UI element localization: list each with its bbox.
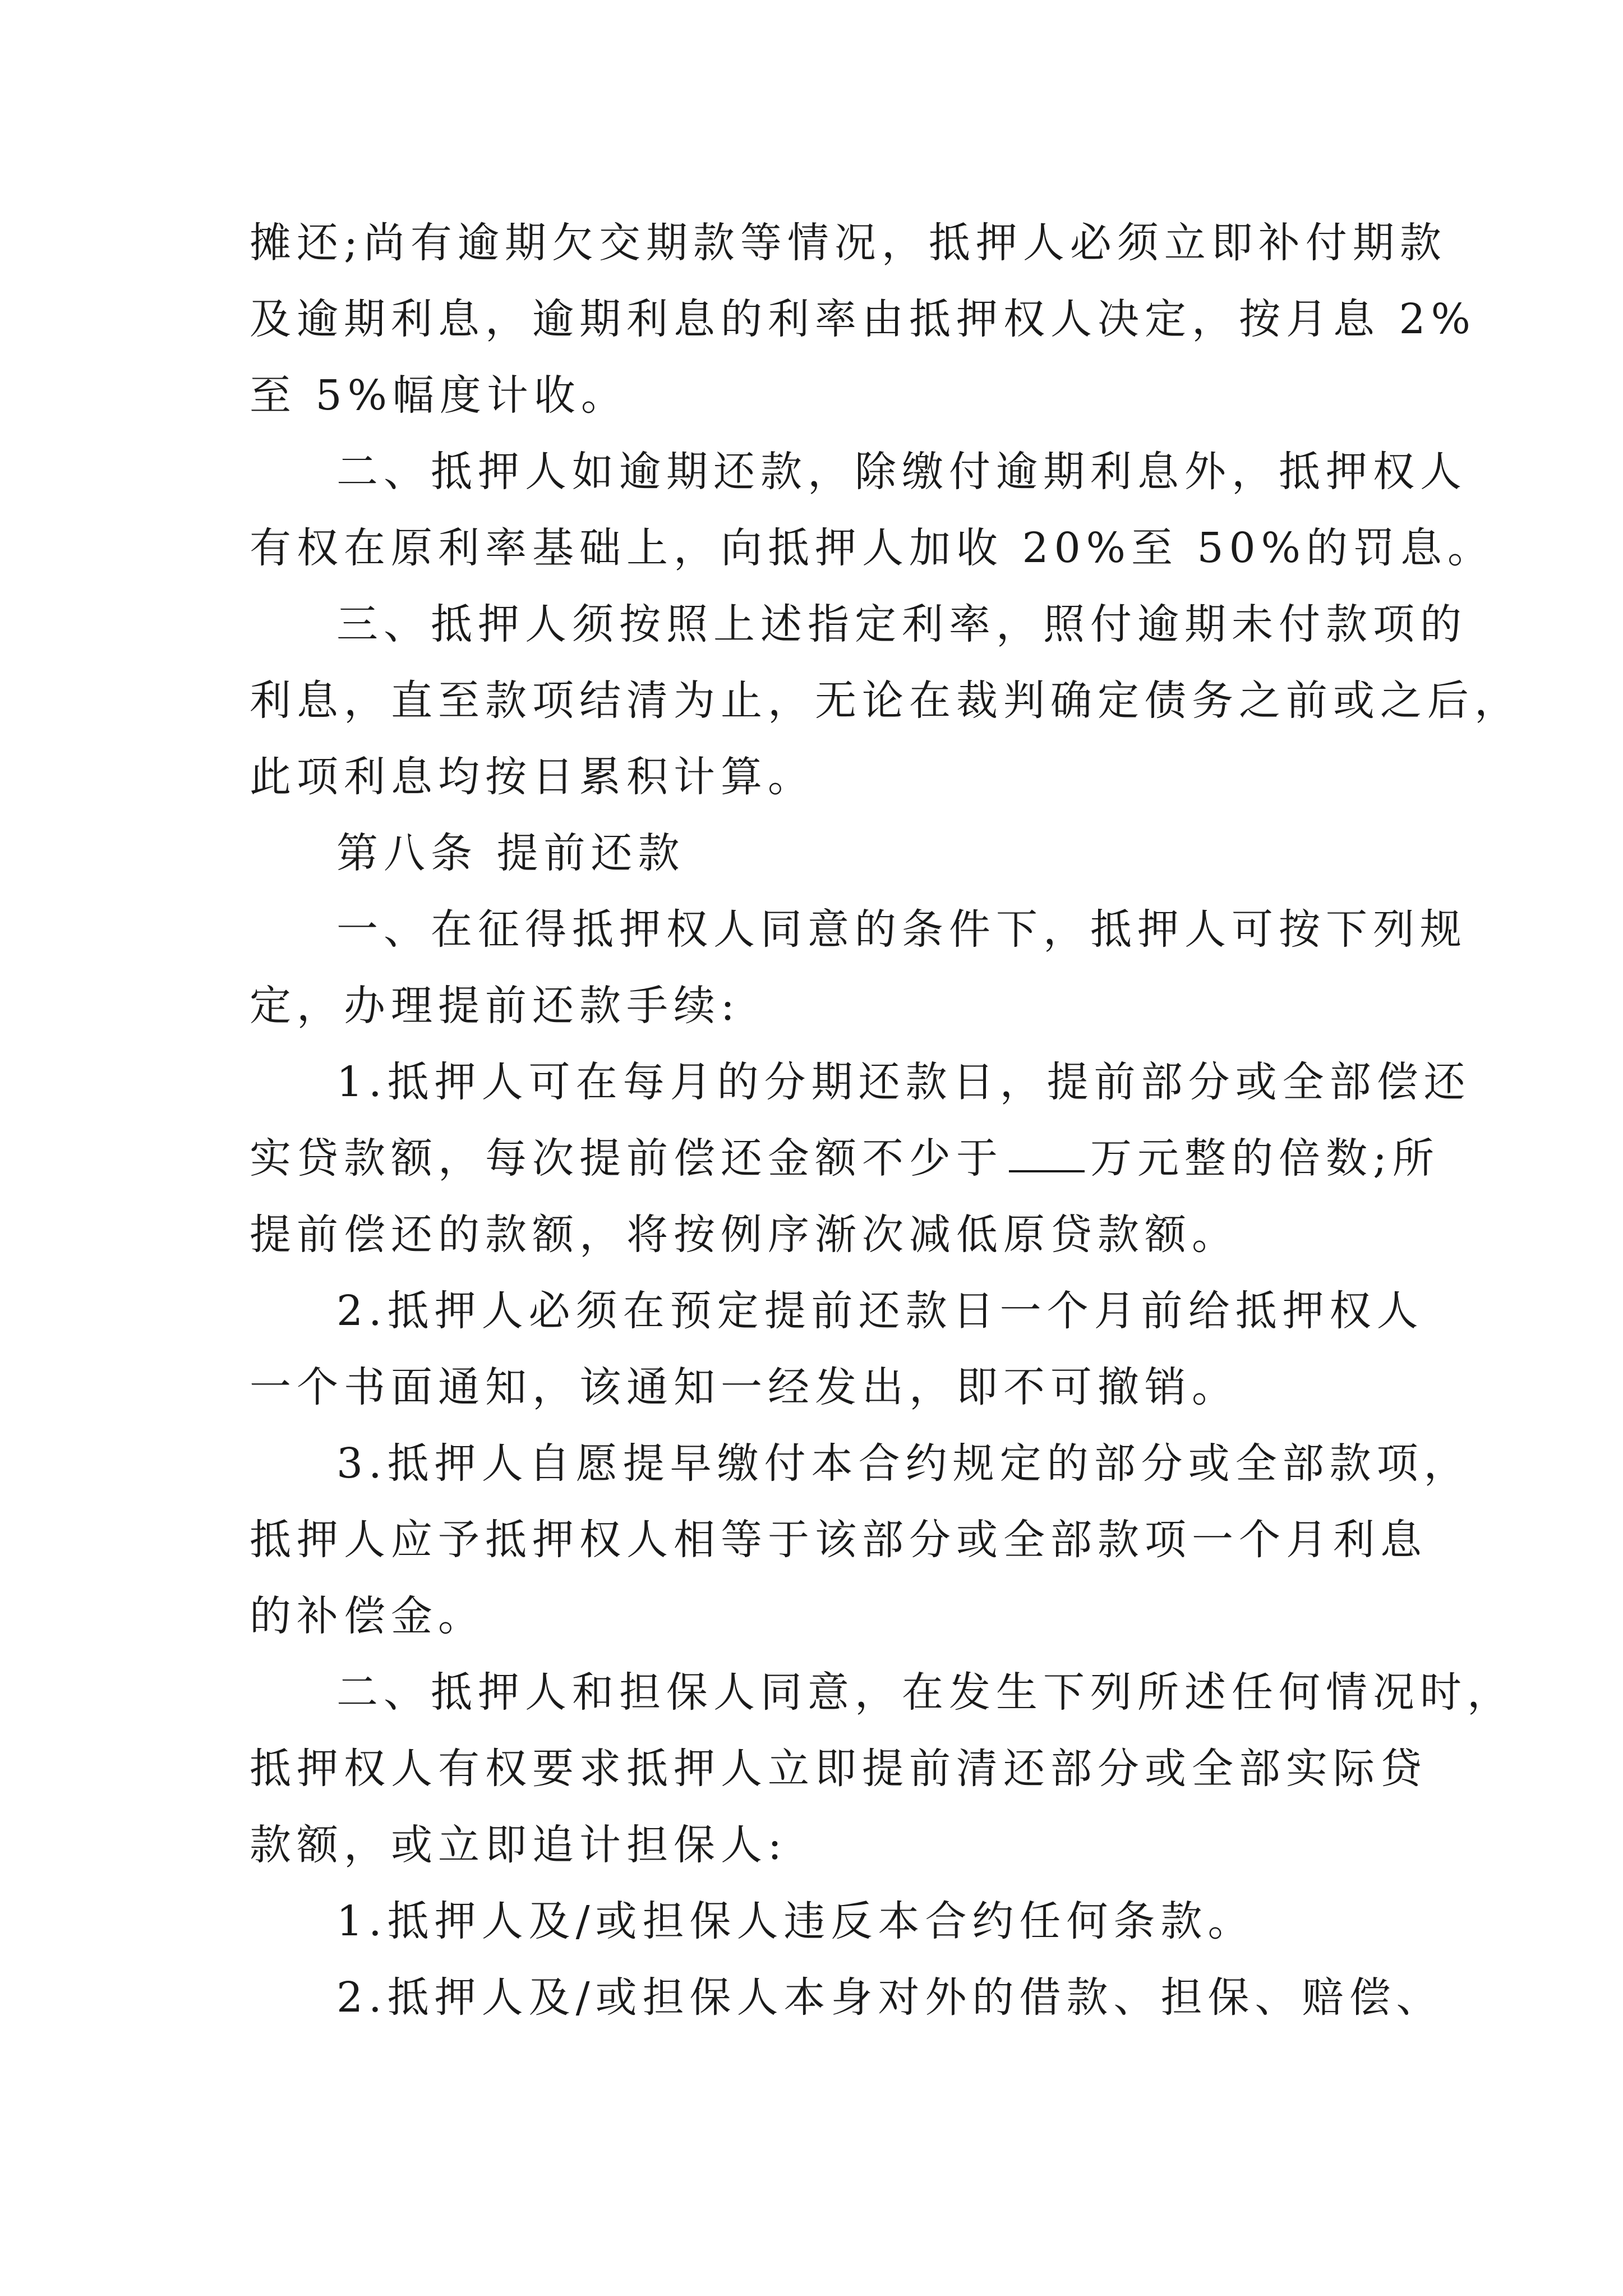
paragraph-line: 2.抵押人必须在预定提前还款日一个月前给抵押权人 bbox=[336, 1287, 1424, 1335]
paragraph-line: 抵押人应予抵押权人相等于该部分或全部款项一个月利息 bbox=[250, 1516, 1427, 1564]
paragraph-line: 3.抵押人自愿提早缴付本合约规定的部分或全部款项， bbox=[336, 1439, 1471, 1488]
paragraph-line bbox=[250, 1120, 1440, 1197]
paragraph-line: 利息，直至款项结清为止，无论在裁判确定债务之前或之后， bbox=[250, 677, 1521, 725]
paragraph-line: 有权在原利率基础上，向抵押人加收 20%至 50%的罚息。 bbox=[250, 524, 1495, 572]
paragraph-line: 三、抵押人须按照上述指定利率，照付逾期未付款项的 bbox=[336, 600, 1467, 648]
paragraph-line: 1.抵押人可在每月的分期还款日，提前部分或全部偿还 bbox=[336, 1058, 1471, 1106]
paragraph-line: 抵押权人有权要求抵押人立即提前清还部分或全部实际贷 bbox=[250, 1745, 1427, 1793]
document-body bbox=[250, 205, 1521, 2036]
paragraph-line: 定，办理提前还款手续: bbox=[250, 982, 740, 1030]
paragraph-line: 二、抵押人和担保人同意，在发生下列所述任何情况时， bbox=[336, 1668, 1514, 1717]
line-text-after-blank: 万元整的倍数;所 bbox=[1090, 1134, 1440, 1182]
paragraph-line: 此项利息均按日累积计算。 bbox=[250, 753, 815, 801]
paragraph-line: 摊还;尚有逾期欠交期款等情况，抵押人必须立即补付期款 bbox=[250, 219, 1447, 267]
paragraph-line: 一、在征得抵押权人同意的条件下，抵押人可按下列规 bbox=[336, 905, 1467, 954]
paragraph-line: 2.抵押人及/或担保人本身对外的借款、担保、赔偿、 bbox=[336, 1973, 1444, 2022]
article-heading: 第八条 提前还款 bbox=[336, 829, 685, 877]
paragraph-line: 的补偿金。 bbox=[250, 1592, 485, 1640]
paragraph-line: 一个书面通知，该通知一经发出，即不可撤销。 bbox=[250, 1363, 1239, 1411]
paragraph-line: 1.抵押人及/或担保人违反本合约任何条款。 bbox=[336, 1897, 1255, 1945]
fill-in-blank bbox=[1009, 1139, 1085, 1172]
paragraph-line: 至 5%幅度计收。 bbox=[250, 371, 628, 420]
paragraph-line: 及逾期利息，逾期利息的利率由抵押权人决定，按月息 2% bbox=[250, 295, 1476, 343]
paragraph-line: 款额，或立即追计担保人: bbox=[250, 1821, 787, 1869]
line-text-before-blank: 实贷款额，每次提前偿还金额不少于 bbox=[250, 1134, 1003, 1182]
paragraph-line: 提前偿还的款额，将按例序渐次减低原贷款额。 bbox=[250, 1211, 1239, 1259]
paragraph-line: 二、抵押人如逾期还款，除缴付逾期利息外，抵押权人 bbox=[336, 448, 1467, 496]
